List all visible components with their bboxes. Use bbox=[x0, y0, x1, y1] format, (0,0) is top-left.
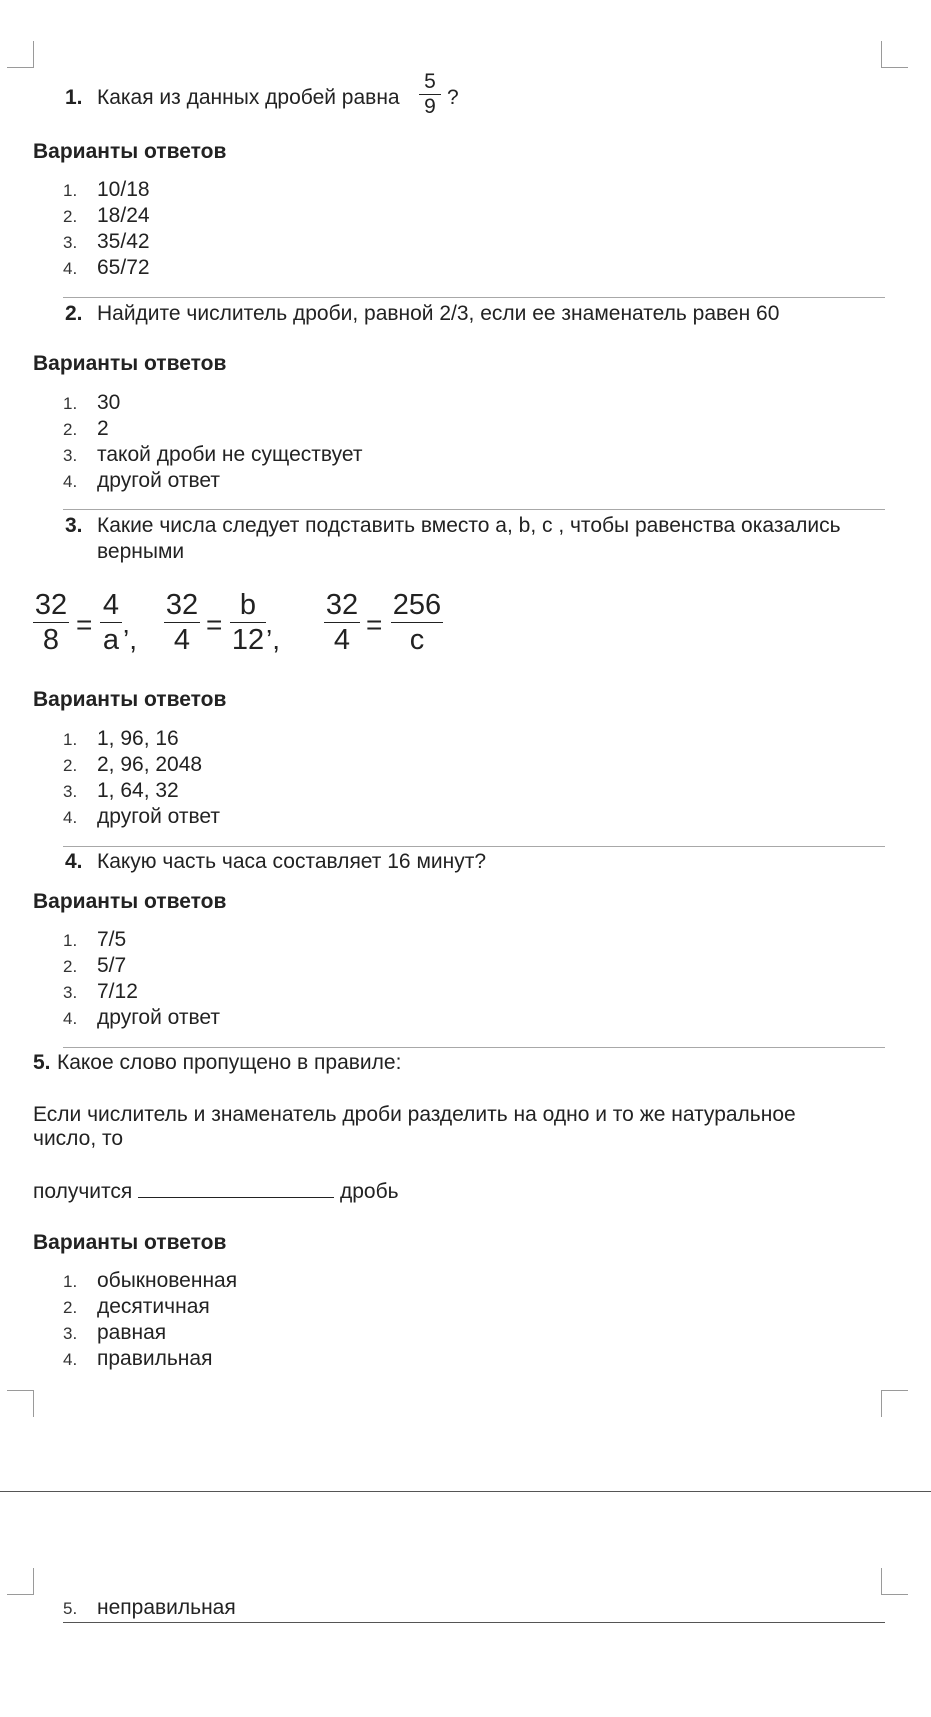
question-4 bbox=[65, 850, 486, 874]
answer-option[interactable]: 4. другой ответ bbox=[63, 1006, 220, 1029]
separator bbox=[63, 1047, 885, 1048]
answer-option[interactable]: 3. 1, 64, 32 bbox=[63, 779, 179, 802]
answer-option[interactable]: 3. такой дроби не существует bbox=[63, 443, 363, 466]
answer-option[interactable]: 1. 30 bbox=[63, 391, 121, 414]
answer-option[interactable]: 1. обыкновенная bbox=[63, 1269, 238, 1292]
question-text-continued: верными bbox=[97, 540, 185, 563]
equation-fraction: 32 8 bbox=[34, 589, 68, 656]
answers-heading: Варианты ответов bbox=[33, 1231, 227, 1254]
answer-option[interactable]: 1. 10/18 bbox=[63, 178, 150, 201]
answer-option[interactable]: 2. десятичная bbox=[63, 1295, 210, 1318]
answer-option[interactable]: 2. 2, 96, 2048 bbox=[63, 753, 203, 776]
question-1 bbox=[65, 86, 400, 110]
question-3 bbox=[65, 514, 841, 538]
separator bbox=[63, 846, 885, 847]
rule-text: Если числитель и знаменатель дроби разделить на одно и то же натуральное bbox=[33, 1103, 796, 1126]
separator bbox=[63, 297, 885, 298]
question-number: 1. bbox=[65, 86, 83, 109]
equation-fraction: 32 4 bbox=[165, 589, 199, 656]
answer-option[interactable]: 4. другой ответ bbox=[63, 805, 220, 828]
answers-heading: Варианты ответов bbox=[33, 352, 227, 375]
equation-fraction: 256 c bbox=[392, 589, 442, 656]
separator bbox=[63, 509, 885, 510]
question-2 bbox=[65, 302, 779, 326]
question-text: Найдите числитель дроби, равной 2/3, если ее знаменатель равен 60 bbox=[96, 302, 780, 325]
question-5 bbox=[33, 1051, 401, 1075]
answer-option[interactable]: 3. 35/42 bbox=[63, 230, 150, 253]
equation-separator: ’, bbox=[266, 624, 280, 655]
question-text: Какое слово пропущено в правиле: bbox=[56, 1051, 402, 1074]
equation-fraction: 32 4 bbox=[325, 589, 359, 656]
answer-option[interactable]: 3. 7/12 bbox=[63, 980, 138, 1003]
separator bbox=[63, 1622, 885, 1623]
page-corner-mark bbox=[7, 1390, 34, 1417]
answer-option[interactable]: 2. 2 bbox=[63, 417, 109, 440]
answers-heading: Варианты ответов bbox=[33, 140, 227, 163]
question-1-tail: ? bbox=[447, 86, 459, 109]
equals-sign: = bbox=[366, 609, 383, 640]
page-corner-mark bbox=[881, 1568, 908, 1595]
question-number: 4. bbox=[65, 850, 83, 873]
page-break bbox=[0, 1491, 931, 1492]
page-corner-mark bbox=[7, 41, 34, 68]
equation-separator: ’, bbox=[123, 624, 137, 655]
equation-fraction: b 12 bbox=[231, 589, 265, 656]
answer-option[interactable]: 2. 5/7 bbox=[63, 954, 127, 977]
answer-option[interactable]: 4. 65/72 bbox=[63, 256, 150, 279]
answer-option[interactable]: 1. 1, 96, 16 bbox=[63, 727, 179, 750]
answers-heading: Варианты ответов bbox=[33, 688, 227, 711]
question-number: 2. bbox=[65, 302, 83, 325]
equals-sign: = bbox=[206, 609, 223, 640]
blank-line bbox=[138, 1179, 334, 1198]
question-text: Какие числа следует подставить вместо a, b, c , чтобы равенства оказались bbox=[96, 514, 841, 537]
question-1-fraction: 5 9 bbox=[419, 70, 441, 119]
answer-option[interactable]: 4. другой ответ bbox=[63, 469, 220, 492]
equation-fraction: 4 a bbox=[100, 588, 122, 657]
answer-option[interactable]: 5. неправильная bbox=[63, 1596, 236, 1619]
answer-option[interactable]: 4. правильная bbox=[63, 1347, 213, 1370]
rule-text: число, то bbox=[33, 1127, 124, 1150]
question-text: Какая из данных дробей равна bbox=[96, 86, 400, 109]
answer-option[interactable]: 2. 18/24 bbox=[63, 204, 150, 227]
equals-sign: = bbox=[76, 609, 93, 640]
question-number: 3. bbox=[65, 514, 83, 537]
rule-fill-in: получится дробь bbox=[33, 1180, 399, 1203]
answers-heading: Варианты ответов bbox=[33, 890, 227, 913]
question-number: 5. bbox=[33, 1051, 51, 1074]
page-corner-mark bbox=[7, 1568, 34, 1595]
page-corner-mark bbox=[881, 41, 908, 68]
answer-option[interactable]: 3. равная bbox=[63, 1321, 167, 1344]
answer-option[interactable]: 1. 7/5 bbox=[63, 928, 127, 951]
page-corner-mark bbox=[881, 1390, 908, 1417]
question-text: Какую часть часа составляет 16 минут? bbox=[96, 850, 487, 873]
